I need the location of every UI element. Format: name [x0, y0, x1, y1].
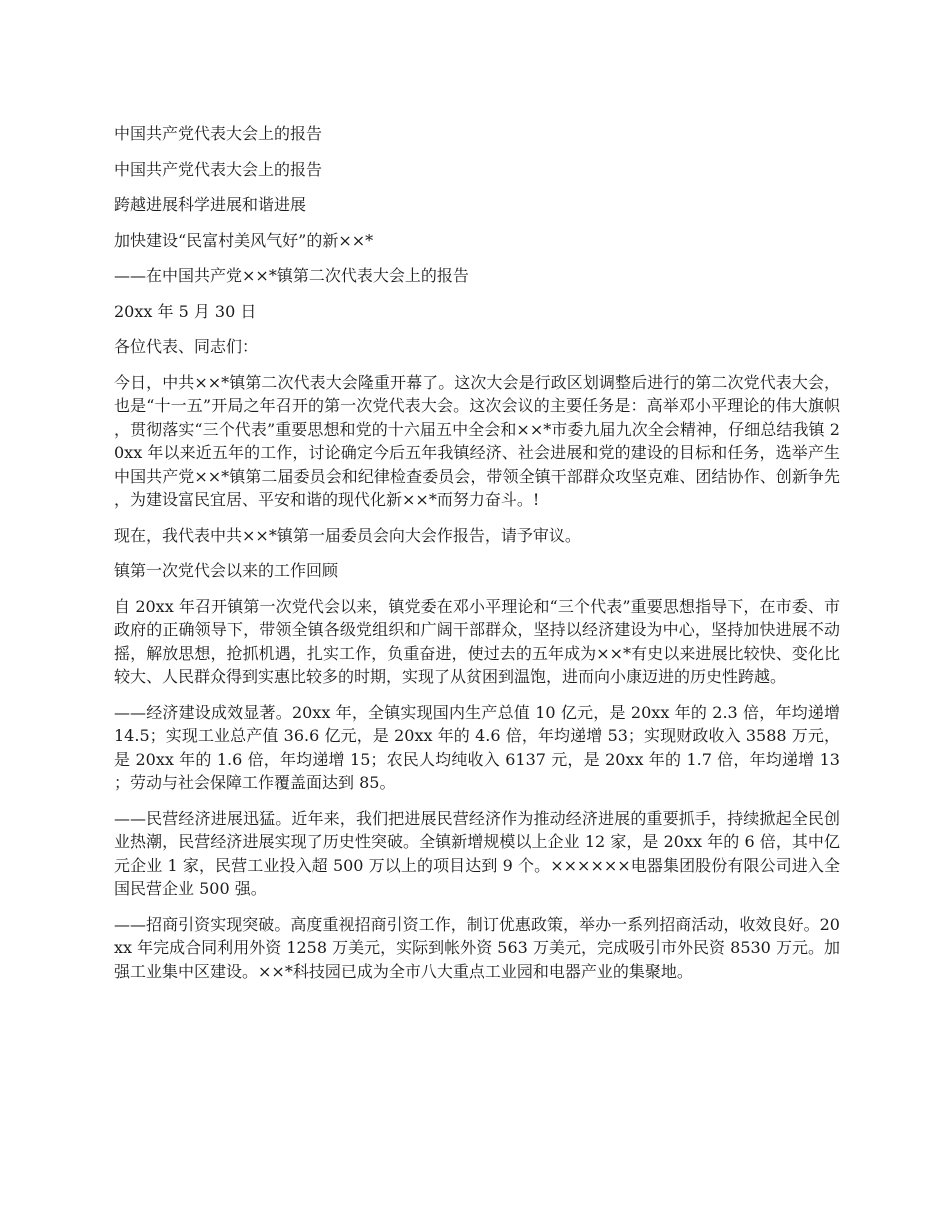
document-subtitle-2: 加快建设“民富村美风气好”的新××*: [114, 230, 374, 250]
document-page: [114, 122, 840, 995]
document-subtitle: 跨越进展科学进展和谐进展: [114, 195, 307, 214]
paragraph-review: 自 20xx 年召开镇第一次党代会以来，镇党委在邓小平理论和“三个代表”重要思想指导下，在市委、市政府的正确领导下，带领全镇各级党组织和广阔干部群众，坚持以经济建设为中心，坚持加快进展不动摇，解放思想，抢抓机遇，扎实工作，负重奋进，使过去的五年成为××*有史以来进展比较快、变化比较大、人民群众得到实惠比较多的时期，实现了从贫困到温饱，进而向小康迈进的历史性跨越。: [114, 596, 840, 686]
document-title-repeat: 中国共产党代表大会上的报告: [114, 159, 323, 179]
paragraph-investment: ——招商引资实现突破。高度重视招商引资工作，制订优惠政策，举办一系列招商活动，收效良好。20xx 年完成合同利用外资 1258 万美元，实际到帐外资 563 万美元，完成吸引市外民资 8530 万元。加强工业集中区建设。××*科技园已成为全市八大重点工业园和电器产业的集聚地。: [114, 914, 840, 981]
section-heading-review: 镇第一次党代会以来的工作回顾: [114, 561, 339, 580]
paragraph-report-intro: 现在，我代表中共××*镇第一届委员会向大会作报告，请予审议。: [114, 525, 581, 545]
document-date: 20xx 年 5 月 30 日: [114, 301, 257, 321]
document-title: 中国共产党代表大会上的报告: [114, 124, 323, 143]
document-byline: ——在中国共产党××*镇第二次代表大会上的报告: [114, 266, 469, 285]
paragraph-private-economy: ——民营经济进展迅猛。近年来，我们把进展民营经济作为推动经济进展的重要抓手，持续掀起全民创业热潮，民营经济进展实现了历史性突破。全镇新增规模以上企业 12 家，是 20xx 年的 6 倍，其中亿元企业 1 家，民营工业投入超 500 万以上的项目达到 9 个。××××××电器集团股份有限公司进入全国民营企业 500 强。: [114, 808, 840, 898]
paragraph-opening: 今日，中共××*镇第二次代表大会隆重开幕了。这次大会是行政区划调整后进行的第二次党代表大会，也是“十一五”开局之年召开的第一次党代表大会。这次会议的主要任务是：高举邓小平理论的伟大旗帜，贯彻落实“三个代表”重要思想和党的十六届五中全会和××*市委九届九次全会精神，仔细总结我镇 20xx 年以来近五年的工作，讨论确定今后五年我镇经济、社会进展和党的建设的目标和任务，选举产生中国共产党××*镇第二届委员会和纪律检查委员会，带领全镇干部群众攻坚克难、团结协作、创新争先，为建设富民宜居、平安和谐的现代化新××*而努力奋斗。!: [114, 372, 840, 509]
paragraph-economy: ——经济建设成效显著。20xx 年，全镇实现国内生产总值 10 亿元，是 20xx 年的 2.3 倍，年均递增 14.5；实现工业总产值 36.6 亿元，是 20xx 年的 4.6 倍，年均递增 53；实现财政收入 3588 万元，是 20xx 年的 1.6 倍，年均递增 15；农民人均纯收入 6137 元，是 20xx 年的 1.7 倍，年均递增 13；劳动与社会保障工作覆盖面达到 85。: [114, 702, 840, 792]
document-salutation: 各位代表、同志们：: [114, 337, 259, 356]
